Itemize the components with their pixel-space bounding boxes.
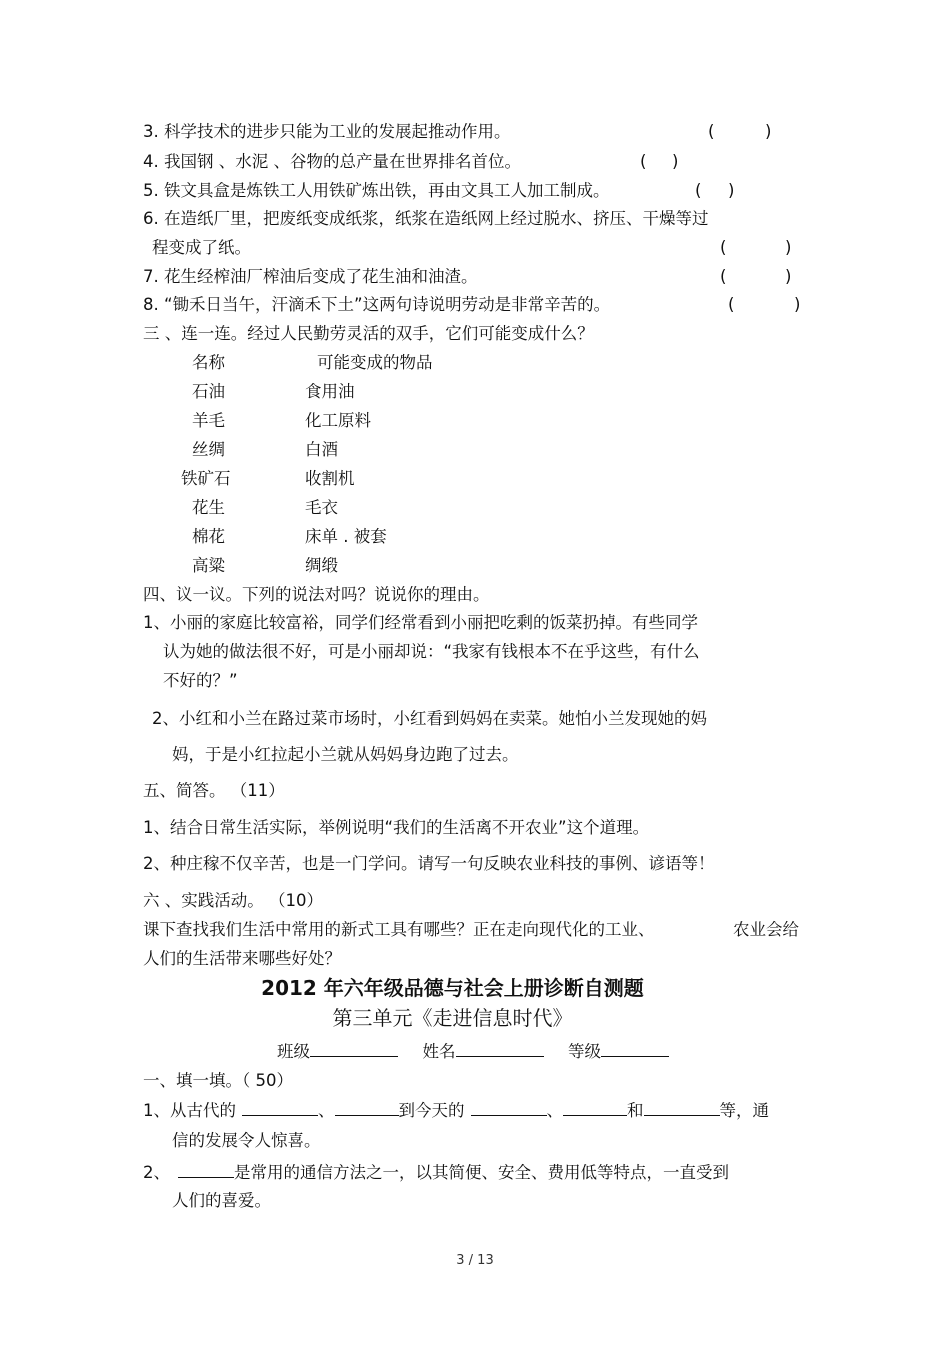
answer-paren-close: ) <box>672 152 679 171</box>
student-info-line <box>277 1040 669 1063</box>
answer-paren-close: ) <box>765 122 772 141</box>
fill-q1-line2: 信的发展令人惊喜。 <box>172 1131 321 1150</box>
match-right-item: 白酒 <box>305 440 338 459</box>
fill-q2-line2: 人们的喜爱。 <box>172 1191 271 1210</box>
fill-blank[interactable] <box>644 1099 720 1116</box>
short-heading: 五、简答。 （11） <box>143 781 285 800</box>
judge-q5: 5. 铁文具盒是炼铁工人用铁矿炼出铁，再由文具工人加工制成。 <box>143 181 610 200</box>
name-label: 姓名 <box>422 1042 456 1061</box>
practice-line1-end: 农业会给 <box>733 920 799 939</box>
answer-paren-open: ( <box>640 152 647 171</box>
name-field[interactable] <box>456 1040 544 1057</box>
fill-text: 1、从古代的 <box>143 1101 236 1120</box>
fill-text: 和 <box>627 1101 644 1120</box>
fill-heading: 一、填一填。（ 50） <box>143 1071 293 1090</box>
judge-q6-line1: 6. 在造纸厂里，把废纸变成纸浆，纸浆在造纸网上经过脱水、挤压、干燥等过 <box>143 209 709 228</box>
judge-q3: 3. 科学技术的进步只能为工业的发展起推动作用。 <box>143 122 511 141</box>
practice-heading: 六 、实践活动。 （10） <box>143 891 323 910</box>
fill-text: 等，通 <box>719 1101 769 1120</box>
fill-text: 2、 <box>143 1163 170 1182</box>
answer-paren-close: ) <box>785 267 792 286</box>
fill-blank[interactable] <box>335 1099 399 1116</box>
answer-paren-open: ( <box>720 238 727 257</box>
match-col-item: 可能变成的物品 <box>317 353 433 372</box>
practice-line2: 人们的生活带来哪些好处？ <box>143 949 341 968</box>
fill-blank[interactable] <box>563 1099 627 1116</box>
answer-paren-close: ) <box>785 238 792 257</box>
match-left-item: 棉花 <box>192 527 225 546</box>
page-number: 3 / 13 <box>456 1253 494 1268</box>
match-col-name: 名称 <box>192 353 225 372</box>
answer-paren-close: ) <box>728 181 735 200</box>
match-left-item: 石油 <box>192 382 225 401</box>
practice-line1: 课下查找我们生活中常用的新式工具有哪些？正在走向现代化的工业、 <box>143 920 655 939</box>
answer-paren-open: ( <box>695 181 702 200</box>
answer-paren-open: ( <box>708 122 715 141</box>
discuss-q1-line1: 1、小丽的家庭比较富裕，同学们经常看到小丽把吃剩的饭菜扔掉。有些同学 <box>143 613 698 632</box>
fill-text: 到今天的 <box>398 1101 465 1120</box>
judge-q4: 4. 我国钢 、水泥 、谷物的总产量在世界排名首位。 <box>143 152 521 171</box>
match-heading: 三 、连一连。经过人民勤劳灵活的双手，它们可能变成什么？ <box>143 324 594 343</box>
discuss-heading: 四、议一议。下列的说法对吗？说说你的理由。 <box>143 585 490 604</box>
fill-q2-line1 <box>143 1161 729 1184</box>
match-left-item: 丝绸 <box>192 440 225 459</box>
discuss-q1-line3: 不好的？” <box>163 671 238 690</box>
match-left-item: 羊毛 <box>192 411 225 430</box>
grade-field[interactable] <box>601 1040 669 1057</box>
test-title: 2012 年六年级品德与社会上册诊断自测题 <box>261 976 644 1000</box>
judge-q7: 7. 花生经榨油厂榨油后变成了花生油和油渣。 <box>143 267 478 286</box>
discuss-q1-line2: 认为她的做法很不好，可是小丽却说：“我家有钱根本不在乎这些，有什么 <box>163 642 700 661</box>
answer-paren-open: ( <box>728 295 735 314</box>
class-label: 班级 <box>277 1042 310 1061</box>
fill-blank[interactable] <box>242 1099 318 1116</box>
match-right-item: 收割机 <box>305 469 355 488</box>
short-q1: 1、结合日常生活实际，举例说明“我们的生活离不开农业”这个道理。 <box>143 818 650 837</box>
match-right-item: 化工原料 <box>305 411 371 430</box>
fill-blank[interactable] <box>471 1099 547 1116</box>
judge-q8: 8. “锄禾日当午，汗滴禾下土”这两句诗说明劳动是非常辛苦的。 <box>143 295 611 314</box>
discuss-q2-line2: 妈，于是小红拉起小兰就从妈妈身边跑了过去。 <box>172 745 519 764</box>
test-subtitle: 第三单元《走进信息时代》 <box>332 1006 573 1030</box>
answer-paren-close: ) <box>794 295 801 314</box>
fill-text: 、 <box>546 1101 563 1120</box>
match-left-item: 花生 <box>192 498 225 517</box>
fill-text: 、 <box>318 1101 335 1120</box>
match-right-item: 食用油 <box>305 382 355 401</box>
judge-q6-line2: 程变成了纸。 <box>152 238 251 257</box>
match-right-item: 毛衣 <box>305 498 338 517</box>
match-left-item: 铁矿石 <box>181 469 231 488</box>
match-right-item: 床单 . 被套 <box>305 527 387 546</box>
answer-paren-open: ( <box>720 267 727 286</box>
match-left-item: 高粱 <box>192 556 225 575</box>
discuss-q2-line1: 2、小红和小兰在路过菜市场时，小红看到妈妈在卖菜。她怕小兰发现她的妈 <box>152 709 707 728</box>
fill-text: 是常用的通信方法之一，以其简便、安全、费用低等特点，一直受到 <box>234 1163 729 1182</box>
short-q2: 2、种庄稼不仅辛苦，也是一门学问。请写一句反映农业科技的事例、谚语等！ <box>143 854 715 873</box>
grade-label: 等级 <box>568 1042 601 1061</box>
class-field[interactable] <box>310 1040 398 1057</box>
match-right-item: 绸缎 <box>305 556 338 575</box>
fill-blank[interactable] <box>178 1161 234 1178</box>
fill-q1-line1 <box>143 1099 769 1122</box>
